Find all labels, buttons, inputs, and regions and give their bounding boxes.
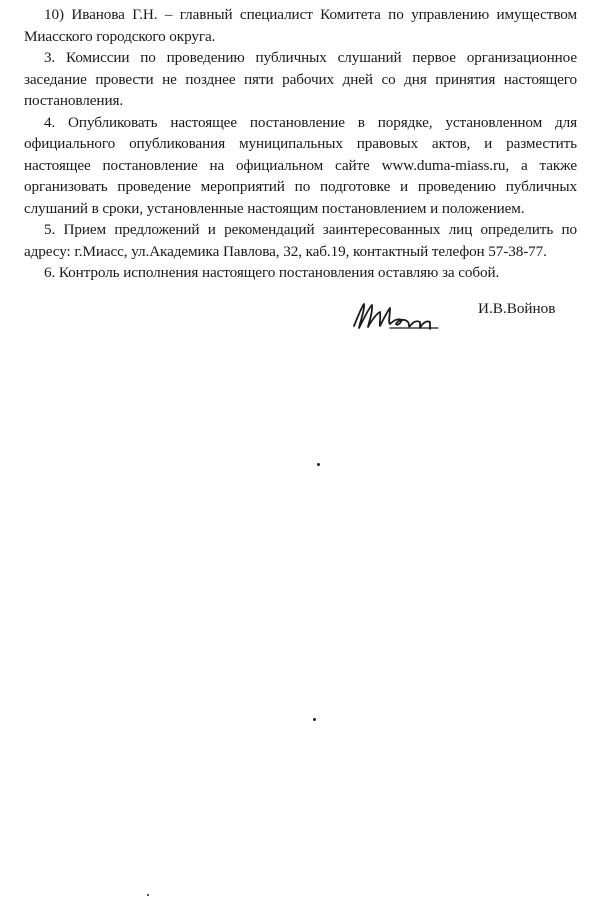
paragraph-item-3: 3. Комиссии по проведению публичных слушаний первое организационное заседание провести не позднее пяти рабочих дней со дня принятия настоящего постановления. (24, 49, 577, 109)
scan-speck (317, 463, 320, 466)
paragraph-item-4: 4. Опубликовать настоящее постановление в порядке, установленном для официального опубликования муниципальных правовых актов, и разместить настоящее постановление на официальном сайте www.duma-miass.ru, а также организовать проведение мероприятий по подготовке и проведению публичных слушаний в сроки, установленные настоящим постановлением и положением. (24, 113, 577, 217)
scan-speck (313, 718, 316, 721)
signature-block (350, 296, 580, 336)
signer-name: И.В.Войнов (478, 300, 556, 317)
handwritten-signature (350, 296, 460, 336)
paragraph-item-6: 6. Контроль исполнения настоящего постановления оставляю за собой. (44, 264, 500, 281)
paragraph-item-10: 10) Иванова Г.Н. – главный специалист Комитета по управлению имуществом Миасского городского округа. (24, 6, 577, 45)
document-body (24, 4, 577, 284)
scan-speck (147, 894, 149, 896)
paragraph-item-5: 5. Прием предложений и рекомендаций заинтересованных лиц определить по адресу: г.Миасс, ул.Академика Павлова, 32, каб.19, контактный телефон 57-38-77. (24, 221, 577, 260)
